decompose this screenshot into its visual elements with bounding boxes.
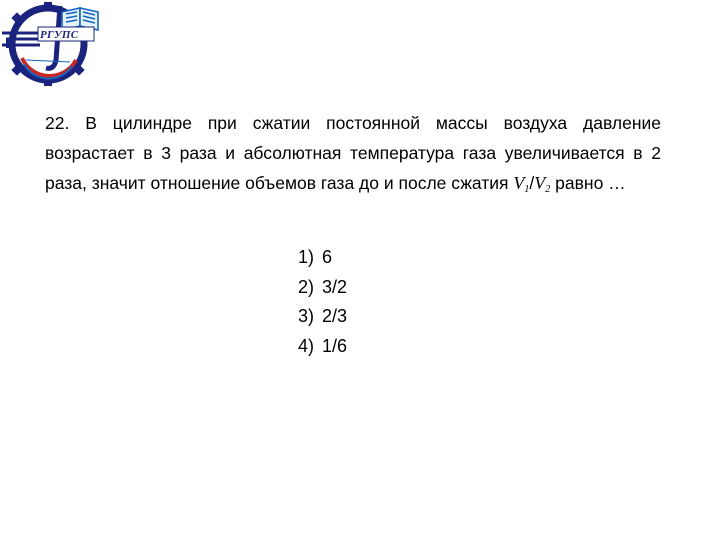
subscript-2: 2 xyxy=(545,184,551,195)
question-text xyxy=(45,108,661,205)
answer-option[interactable] xyxy=(298,332,347,362)
subscript-1: 1 xyxy=(524,184,530,195)
answer-number: 1) xyxy=(298,247,315,267)
logo-text: РГУПС xyxy=(40,29,79,41)
answer-text: 2/3 xyxy=(322,306,348,326)
answer-text: 1/6 xyxy=(322,335,348,356)
answer-option[interactable] xyxy=(298,302,347,332)
ratio-slash: / xyxy=(529,173,535,193)
answer-option[interactable] xyxy=(298,273,347,303)
question-ending: равно … xyxy=(555,173,626,193)
answer-option[interactable] xyxy=(298,243,347,273)
university-gear-book-logo-icon xyxy=(0,0,110,90)
answer-number: 2) xyxy=(298,276,315,297)
answer-text: 3/2 xyxy=(322,276,348,297)
university-logo xyxy=(0,0,110,90)
question-number: 22. xyxy=(45,113,70,133)
variable-v1: $V_1$ xyxy=(513,173,530,195)
answer-options xyxy=(298,243,347,361)
question-body: В цилиндре при сжатии постоянной массы воздуха давление возрастает в 3 раза и абсолютная температура газа увеличивается в 2 раза, значит отношение объемов газа до и после сжатия xyxy=(45,113,661,193)
answer-number: 4) xyxy=(298,335,315,356)
answer-number: 3) xyxy=(298,306,315,326)
variable-v2: $V_2$ xyxy=(534,173,551,195)
answer-text: 6 xyxy=(322,247,333,267)
